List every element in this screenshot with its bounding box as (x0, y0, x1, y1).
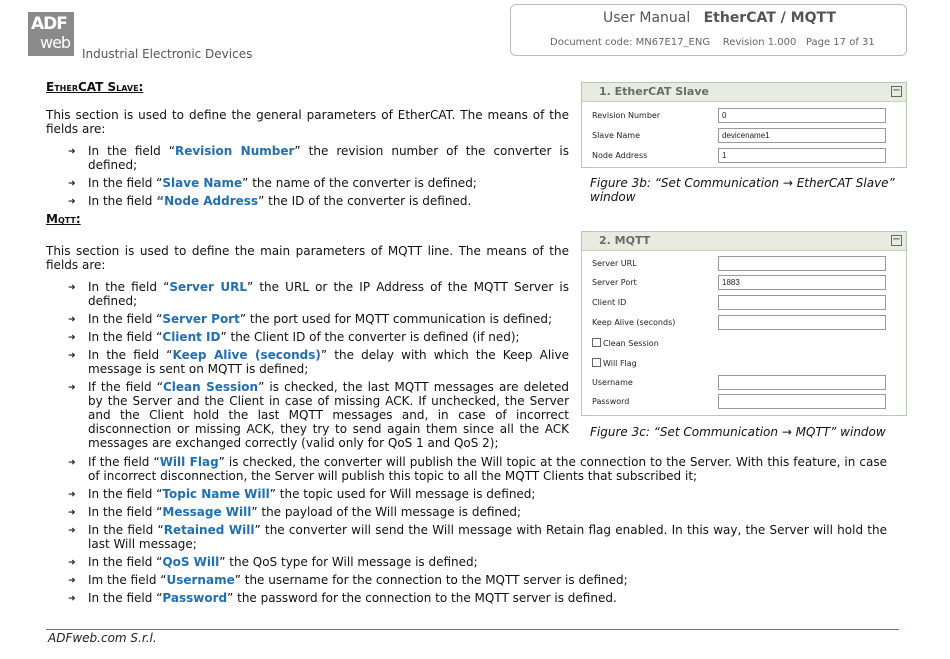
node-address-label: Node Address (592, 151, 648, 160)
ethercat-slave-panel (581, 82, 907, 168)
figure-3b-caption: Figure 3b: “Set Communication → EtherCAT Slave” window (590, 176, 895, 204)
bullet-arrow-icon: ➜ (68, 351, 76, 361)
checkbox-icon[interactable] (592, 338, 601, 347)
bullet-arrow-icon: ➜ (68, 594, 76, 604)
list-item: ➜ Im the field “Username” the username for the connection to the MQTT server is defined; (68, 573, 628, 587)
password-input[interactable] (718, 394, 886, 409)
panel-header (582, 83, 906, 102)
bullet-arrow-icon: ➜ (68, 526, 76, 536)
ethercat-intro: This section is used to define the general parameters of EtherCAT. The means of the fields are: (46, 108, 569, 136)
list-item: ➜ In the field “Node Address” the ID of the converter is defined. (68, 194, 472, 208)
list-item: ➜ In the field “QoS Will” the QoS type for Will message is defined; (68, 555, 478, 569)
bullet-arrow-icon: ➜ (68, 147, 76, 157)
logo-bottom-text: web (40, 33, 71, 52)
clean-session-checkbox[interactable]: Clean Session (592, 338, 659, 348)
server-port-label: Server Port (592, 278, 637, 287)
bullet-arrow-icon: ➜ (68, 333, 76, 343)
collapse-icon[interactable]: − (892, 85, 901, 96)
tagline: Industrial Electronic Devices (82, 47, 253, 61)
list-item: ➜ In the field “Message Will” the payload of the Will message is defined; (68, 505, 522, 519)
mqtt-panel (581, 231, 907, 416)
bullet-arrow-icon: ➜ (68, 179, 76, 189)
list-item: ➜ In the field “Server Port” the port used for MQTT communication is defined; (68, 312, 553, 326)
server-url-label: Server URL (592, 259, 637, 268)
figure-3c-caption: Figure 3c: “Set Communication → MQTT” window (590, 425, 886, 439)
panel-title: 1. EtherCAT Slave (599, 85, 709, 98)
mqtt-will-field-list (68, 455, 887, 609)
node-address-input[interactable] (718, 148, 886, 163)
password-label: Password (592, 397, 630, 406)
list-item: ➜ In the field “Server URL” the URL or the IP Address of the MQTT Server is defined; (68, 280, 570, 308)
bullet-arrow-icon: ➜ (68, 283, 76, 293)
list-item: ➜ In the field “Retained Will” the converter will send the Will message with Retain flag enabled. In this way, the Server will hold the last Will message; (68, 523, 888, 551)
checkbox-icon[interactable] (592, 358, 601, 367)
list-item: ➜ In the field “Slave Name” the name of the converter is defined; (68, 176, 477, 190)
ethercat-field-list (68, 144, 569, 212)
slave-name-label: Slave Name (592, 131, 641, 140)
username-label: Username (592, 378, 633, 387)
document-info: Document code: MN67E17_ENG Revision 1.000 Page 17 of 31 (550, 37, 875, 48)
username-input[interactable] (718, 375, 886, 390)
ethercat-heading: EtherCAT Slave: (46, 80, 144, 94)
bullet-arrow-icon: ➜ (68, 458, 76, 468)
server-port-input[interactable] (718, 275, 886, 290)
list-item: ➜ In the field “Topic Name Will” the topic used for Will message is defined; (68, 487, 536, 501)
bullet-arrow-icon: ➜ (68, 197, 76, 207)
slave-name-input[interactable] (718, 128, 886, 143)
revision-number-input[interactable] (718, 108, 886, 123)
bullet-arrow-icon: ➜ (68, 576, 76, 586)
keep-alive-label: Keep Alive (seconds) (592, 318, 676, 327)
adfweb-logo (28, 12, 74, 56)
client-id-input[interactable] (718, 295, 886, 310)
server-url-input[interactable] (718, 256, 886, 271)
footer-divider (46, 629, 899, 630)
mqtt-heading: Mqtt: (46, 212, 81, 226)
list-item: ➜ In the field “Password” the password for the connection to the MQTT server is defined. (68, 591, 617, 605)
list-item: ➜ In the field “Client ID” the Client ID of the converter is defined (if ned); (68, 330, 520, 344)
keep-alive-input[interactable] (718, 315, 886, 330)
list-item: ➜ In the field “Keep Alive (seconds)” the delay with which the Keep Alive message is sent on MQTT is defined; (68, 348, 570, 376)
manual-label: User Manual (603, 10, 691, 26)
revision-number-label: Revision Number (592, 111, 661, 120)
collapse-icon[interactable]: − (892, 234, 901, 245)
list-item: ➜ If the field “Clean Session” is checked, the last MQTT messages are deleted by the Server and the Client in case of missing ACK. If unchecked, the Server and the Client hold the last MQTT messages and, in case of incorrect disconnection or missing ACK, they try to send again them since all the ACK messages are exchanged correctly (valid only for QoS 1 and QoS 2); (68, 380, 569, 450)
list-item: ➜ In the field “Revision Number” the revision number of the converter is defined; (68, 144, 570, 172)
mqtt-field-list (68, 280, 569, 454)
panel-header (582, 232, 906, 251)
list-item: ➜ If the field “Will Flag” is checked, the converter will publish the Will topic at the connection to the Server. With this feature, in case of incorrect disconnection, the Server will publish this topic to all the MQTT Clients that subscribed it; (68, 455, 887, 483)
bullet-arrow-icon: ➜ (68, 383, 76, 393)
manual-name: EtherCAT / MQTT (703, 10, 836, 26)
footer-company: ADFweb.com S.r.l. (48, 631, 157, 645)
bullet-arrow-icon: ➜ (68, 315, 76, 325)
bullet-arrow-icon: ➜ (68, 558, 76, 568)
panel-title: 2. MQTT (599, 234, 651, 247)
client-id-label: Client ID (592, 298, 627, 307)
will-flag-checkbox[interactable]: Will Flag (592, 358, 637, 368)
bullet-arrow-icon: ➜ (68, 490, 76, 500)
mqtt-intro: This section is used to define the main parameters of MQTT line. The means of the fields are: (46, 244, 569, 272)
manual-title (603, 10, 836, 26)
bullet-arrow-icon: ➜ (68, 508, 76, 518)
logo-top-text: ADF (31, 14, 67, 34)
